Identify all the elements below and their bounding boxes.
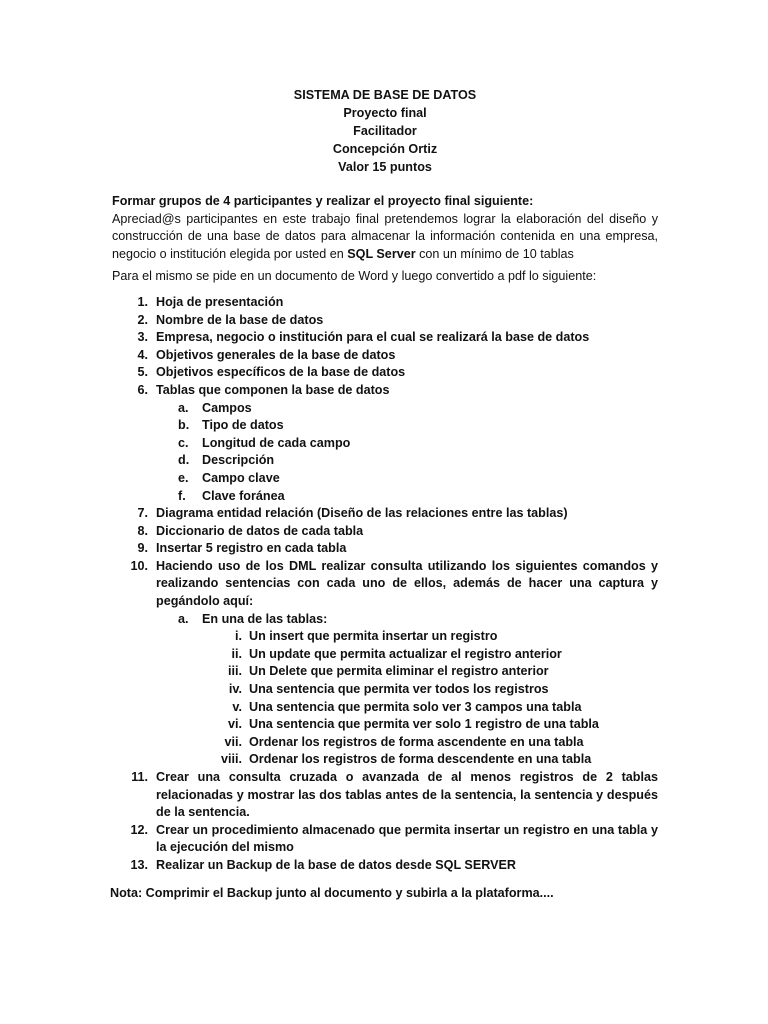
sublist-item-letter: f.: [178, 488, 186, 503]
roman-item-text: Un update que permita actualizar el registro anterior: [249, 646, 562, 661]
list-item-number: 10.: [130, 558, 148, 573]
list-item-number: 5.: [137, 365, 148, 380]
list-item-number: 1.: [137, 294, 148, 309]
roman-item-number: iv.: [228, 682, 242, 697]
list-item-number: 8.: [137, 523, 148, 538]
roman-item-number: vi.: [227, 717, 242, 732]
list-item-number: 6.: [137, 382, 148, 397]
list-item-number: 11.: [131, 770, 148, 784]
list-item-text: Hoja de presentación: [156, 294, 284, 309]
dml-sublist: [156, 611, 658, 769]
sublist-item-letter: e.: [178, 470, 189, 485]
project-value: Valor 15 puntos: [338, 160, 432, 174]
list-item: [112, 857, 658, 875]
intro-paragraph-tail: con un mínimo de 10 tablas: [415, 246, 574, 261]
intro-section: [112, 193, 658, 286]
list-item-number: 9.: [137, 541, 148, 556]
roman-item-text: Ordenar los registros de forma ascendente en una tabla: [249, 734, 584, 749]
intro-paragraph-bold: SQL Server: [347, 246, 416, 261]
list-item-text: Nombre de la base de datos: [156, 312, 324, 327]
list-item-number: 7.: [137, 506, 148, 521]
list-item: [112, 364, 658, 382]
list-item: [112, 523, 658, 541]
roman-item-number: vii.: [224, 734, 242, 749]
intro-request: Para el mismo se pide en un documento de Word y luego convertido a pdf lo siguiente:: [112, 269, 597, 284]
project-title: Proyecto final: [343, 106, 427, 120]
roman-item: [112, 751, 658, 769]
facilitator-label: Facilitador: [353, 124, 417, 138]
sublist-item-text: Longitud de cada campo: [202, 435, 351, 450]
document-header: [112, 86, 658, 176]
roman-item-text: Ordenar los registros de forma descendente en una tabla: [249, 752, 592, 767]
list-item-number: 3.: [137, 330, 148, 345]
roman-item-text: Un Delete que permita eliminar el registro anterior: [249, 664, 549, 679]
document-page: [112, 86, 658, 902]
sublist-item-text: Campo clave: [202, 470, 280, 485]
course-title: SISTEMA DE BASE DE DATOS: [293, 88, 477, 102]
roman-item-number: iii.: [228, 664, 242, 679]
roman-item-text: Una sentencia que permita ver solo 1 registro de una tabla: [249, 717, 599, 732]
list-item: [112, 769, 658, 822]
roman-item: [112, 734, 658, 752]
list-item: [112, 505, 658, 523]
roman-item-number: viii.: [221, 752, 242, 767]
tables-sublist: [156, 400, 658, 506]
list-item-text: Crear un procedimiento almacenado que permita insertar un registro en una tabla y la ejecución del mismo: [156, 822, 658, 855]
sublist-item-letter: a.: [178, 400, 189, 415]
sublist-item-text: Campos: [202, 400, 252, 415]
list-item-number: 2.: [137, 312, 148, 327]
intro-paragraph: [112, 211, 658, 264]
list-item-text-lead: Realizar un Backup de la base de datos desde: [156, 857, 436, 872]
list-item: [112, 294, 658, 312]
list-item-text: Insertar 5 registro en cada tabla: [156, 541, 347, 556]
sublist-item: [112, 611, 658, 769]
roman-item: [112, 699, 658, 717]
sublist-item-letter: b.: [178, 418, 190, 433]
list-item-text: Empresa, negocio o institución para el cual se realizará la base de datos: [156, 330, 590, 345]
roman-item: [112, 663, 658, 681]
list-item: [112, 347, 658, 365]
sublist-item-text: Descripción: [202, 453, 275, 468]
list-item-text: Diccionario de datos de cada tabla: [156, 523, 364, 538]
sublist-item-text: En una de las tablas:: [202, 611, 328, 626]
roman-item-number: ii.: [231, 646, 242, 661]
list-item-text: Crear una consulta cruzada o avanzada de al menos registros de 2 tablas relacionadas y mostrar las dos tablas antes de la sentencia, la sentencia y después de la sentencia.: [156, 770, 658, 820]
list-item-text: Diagrama entidad relación (Diseño de las relaciones entre las tablas): [156, 506, 568, 521]
roman-item-number: i.: [235, 629, 242, 644]
dml-commands-list: [202, 628, 658, 769]
sublist-item-letter: c.: [178, 435, 189, 450]
sublist-item: [112, 417, 658, 435]
roman-item-text: Un insert que permita insertar un registro: [249, 629, 498, 644]
list-item-number: 13.: [130, 857, 148, 872]
list-item: [112, 822, 658, 857]
sublist-item: [112, 435, 658, 453]
list-item: [112, 382, 658, 505]
requirements-list: [112, 294, 658, 875]
roman-item-text: Una sentencia que permita solo ver 3 campos una tabla: [249, 699, 582, 714]
sublist-item: [112, 400, 658, 418]
closing-note: Nota: Comprimir el Backup junto al documento y subirla a la plataforma....: [110, 885, 554, 900]
list-item: [112, 329, 658, 347]
sublist-item: [112, 488, 658, 506]
roman-item: [112, 646, 658, 664]
roman-item: [112, 628, 658, 646]
sublist-item-text: Tipo de datos: [202, 418, 284, 433]
sublist-item-letter: d.: [178, 453, 190, 468]
list-item-text: [156, 558, 658, 611]
sublist-item-letter: a.: [178, 611, 189, 626]
roman-item: [112, 681, 658, 699]
list-item-text: Tablas que componen la base de datos: [156, 382, 390, 397]
sublist-item: [112, 470, 658, 488]
list-item-text-bold: SQL SERVER: [435, 857, 516, 872]
list-item-text: Objetivos específicos de la base de datos: [156, 365, 406, 380]
list-item-text-tail: realizar consulta utilizando los siguientes comandos y realizando sentencias con cada uno de ellos, además de hacer una captura y pegándolo aquí:: [156, 558, 658, 609]
sublist-item-text: Clave foránea: [202, 488, 285, 503]
facilitator-name: Concepción Ortiz: [332, 142, 438, 156]
list-item-text: Objetivos generales de la base de datos: [156, 347, 396, 362]
list-item-number: 12.: [130, 822, 148, 837]
list-item: [112, 558, 658, 769]
list-item: [112, 540, 658, 558]
roman-item-number: v.: [232, 699, 242, 714]
roman-item-text: Una sentencia que permita ver todos los registros: [249, 682, 549, 697]
roman-item: [112, 716, 658, 734]
intro-heading: Formar grupos de 4 participantes y realizar el proyecto final siguiente:: [112, 194, 534, 208]
list-item-text-lead: Haciendo uso de los: [156, 558, 289, 573]
sublist-item: [112, 452, 658, 470]
list-item-text-bold: DML: [289, 558, 317, 573]
intro-paragraph-lead: Apreciad@s participantes en este trabajo final pretendemos lograr la elaboración del diseño y construcción de una base de datos para almacenar la información contenida en una empresa, negocio o institución elegida por usted en: [112, 211, 658, 261]
list-item-number: 4.: [137, 347, 148, 362]
list-item: [112, 312, 658, 330]
